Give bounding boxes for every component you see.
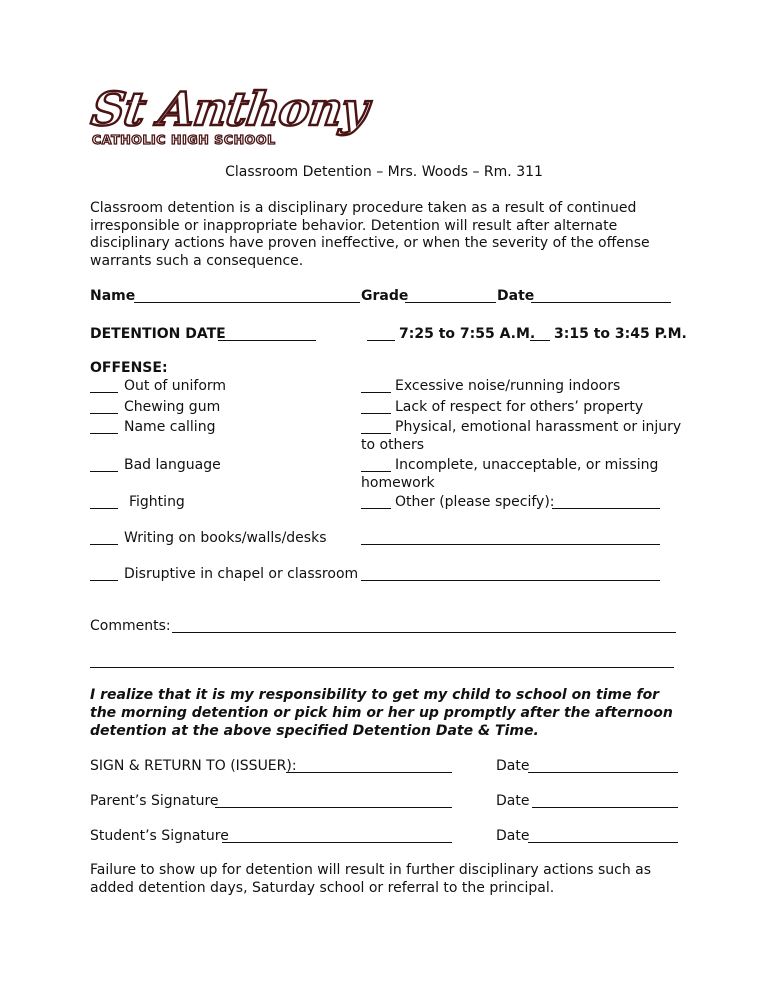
offense-item: Lack of respect for others’ property	[395, 399, 644, 415]
intro-paragraph: Classroom detention is a disciplinary procedure taken as a result of continued irresponsible or inappropriate behavior. Detention will result after alternate disciplinary actions have proven ineffective, or when the severity of the offense warrants such a consequence.	[90, 200, 650, 269]
other-specify-field[interactable]	[552, 508, 660, 509]
afternoon-slot-checkbox[interactable]	[530, 340, 550, 341]
detention-date-field[interactable]	[218, 340, 316, 341]
student-signature-label: Student’s Signature	[90, 828, 229, 844]
issuer-date-label: Date	[496, 758, 530, 774]
footer-note: Failure to show up for detention will result in further disciplinary actions such as added detention days, Saturday school or referral to the principal.	[90, 862, 652, 896]
offense-checkbox[interactable]	[90, 413, 118, 414]
offense-checkbox[interactable]	[90, 392, 118, 393]
issuer-date-field[interactable]	[528, 772, 678, 773]
offense-item: Name calling	[124, 419, 216, 435]
offense-item: Out of uniform	[124, 378, 227, 394]
issuer-signature-field[interactable]	[286, 772, 452, 773]
date-field[interactable]	[531, 302, 671, 303]
offense-item: Incomplete, unacceptable, or missing	[395, 457, 659, 473]
name-label: Name	[90, 288, 136, 304]
offense-item: Disruptive in chapel or classroom	[124, 566, 359, 582]
offense-item: Other (please specify):	[395, 494, 555, 510]
logo-subtitle: CATHOLIC HIGH SCHOOL	[92, 132, 276, 147]
offense-item: Excessive noise/running indoors	[395, 378, 621, 394]
parent-date-field[interactable]	[532, 807, 678, 808]
offense-item-continuation: homework	[361, 475, 435, 491]
offense-checkbox[interactable]	[361, 392, 391, 393]
offense-heading: OFFENSE:	[90, 360, 168, 376]
offense-item: Fighting	[129, 494, 185, 510]
other-specify-line[interactable]	[361, 544, 660, 545]
comments-field-line-2[interactable]	[90, 667, 674, 668]
logo-wordmark: St Anthony	[88, 82, 371, 136]
student-date-label: Date	[496, 828, 530, 844]
responsibility-statement: I realize that it is my responsibility to get my child to school on time for the morning detention or pick him or her up promptly after the afternoon detention at the above specified Detention Date & Time.	[90, 687, 673, 739]
offense-checkbox[interactable]	[361, 471, 391, 472]
grade-field[interactable]	[405, 302, 496, 303]
offense-checkbox[interactable]	[90, 580, 118, 581]
other-specify-line[interactable]	[361, 580, 660, 581]
offense-checkbox[interactable]	[90, 433, 118, 434]
offense-checkbox[interactable]	[90, 471, 118, 472]
offense-item: Chewing gum	[124, 399, 221, 415]
grade-label: Grade	[361, 288, 409, 304]
date-label: Date	[497, 288, 535, 304]
comments-label: Comments:	[90, 618, 171, 634]
offense-checkbox[interactable]	[90, 508, 118, 509]
parent-signature-field[interactable]	[215, 807, 452, 808]
student-date-field[interactable]	[528, 842, 678, 843]
offense-checkbox[interactable]	[90, 544, 118, 545]
morning-slot-checkbox[interactable]	[367, 340, 395, 341]
offense-checkbox[interactable]	[361, 413, 391, 414]
parent-date-label: Date	[496, 793, 530, 809]
comments-field[interactable]	[172, 632, 676, 633]
detention-date-label: DETENTION DATE	[90, 326, 226, 342]
offense-item-continuation: to others	[361, 437, 425, 453]
name-field[interactable]	[134, 302, 360, 303]
student-signature-field[interactable]	[222, 842, 452, 843]
parent-signature-label: Parent’s Signature	[90, 793, 219, 809]
offense-checkbox[interactable]	[361, 433, 391, 434]
offense-item: Writing on books/walls/desks	[124, 530, 327, 546]
offense-checkbox[interactable]	[361, 508, 391, 509]
offense-item: Bad language	[124, 457, 221, 473]
afternoon-slot-label: 3:15 to 3:45 P.M.	[554, 326, 687, 342]
issuer-signature-label: SIGN & RETURN TO (ISSUER):	[90, 758, 297, 774]
form-title: Classroom Detention – Mrs. Woods – Rm. 311	[225, 164, 543, 180]
offense-item: Physical, emotional harassment or injury	[395, 419, 682, 435]
school-logo	[86, 82, 371, 156]
morning-slot-label: 7:25 to 7:55 A.M.	[399, 326, 536, 342]
